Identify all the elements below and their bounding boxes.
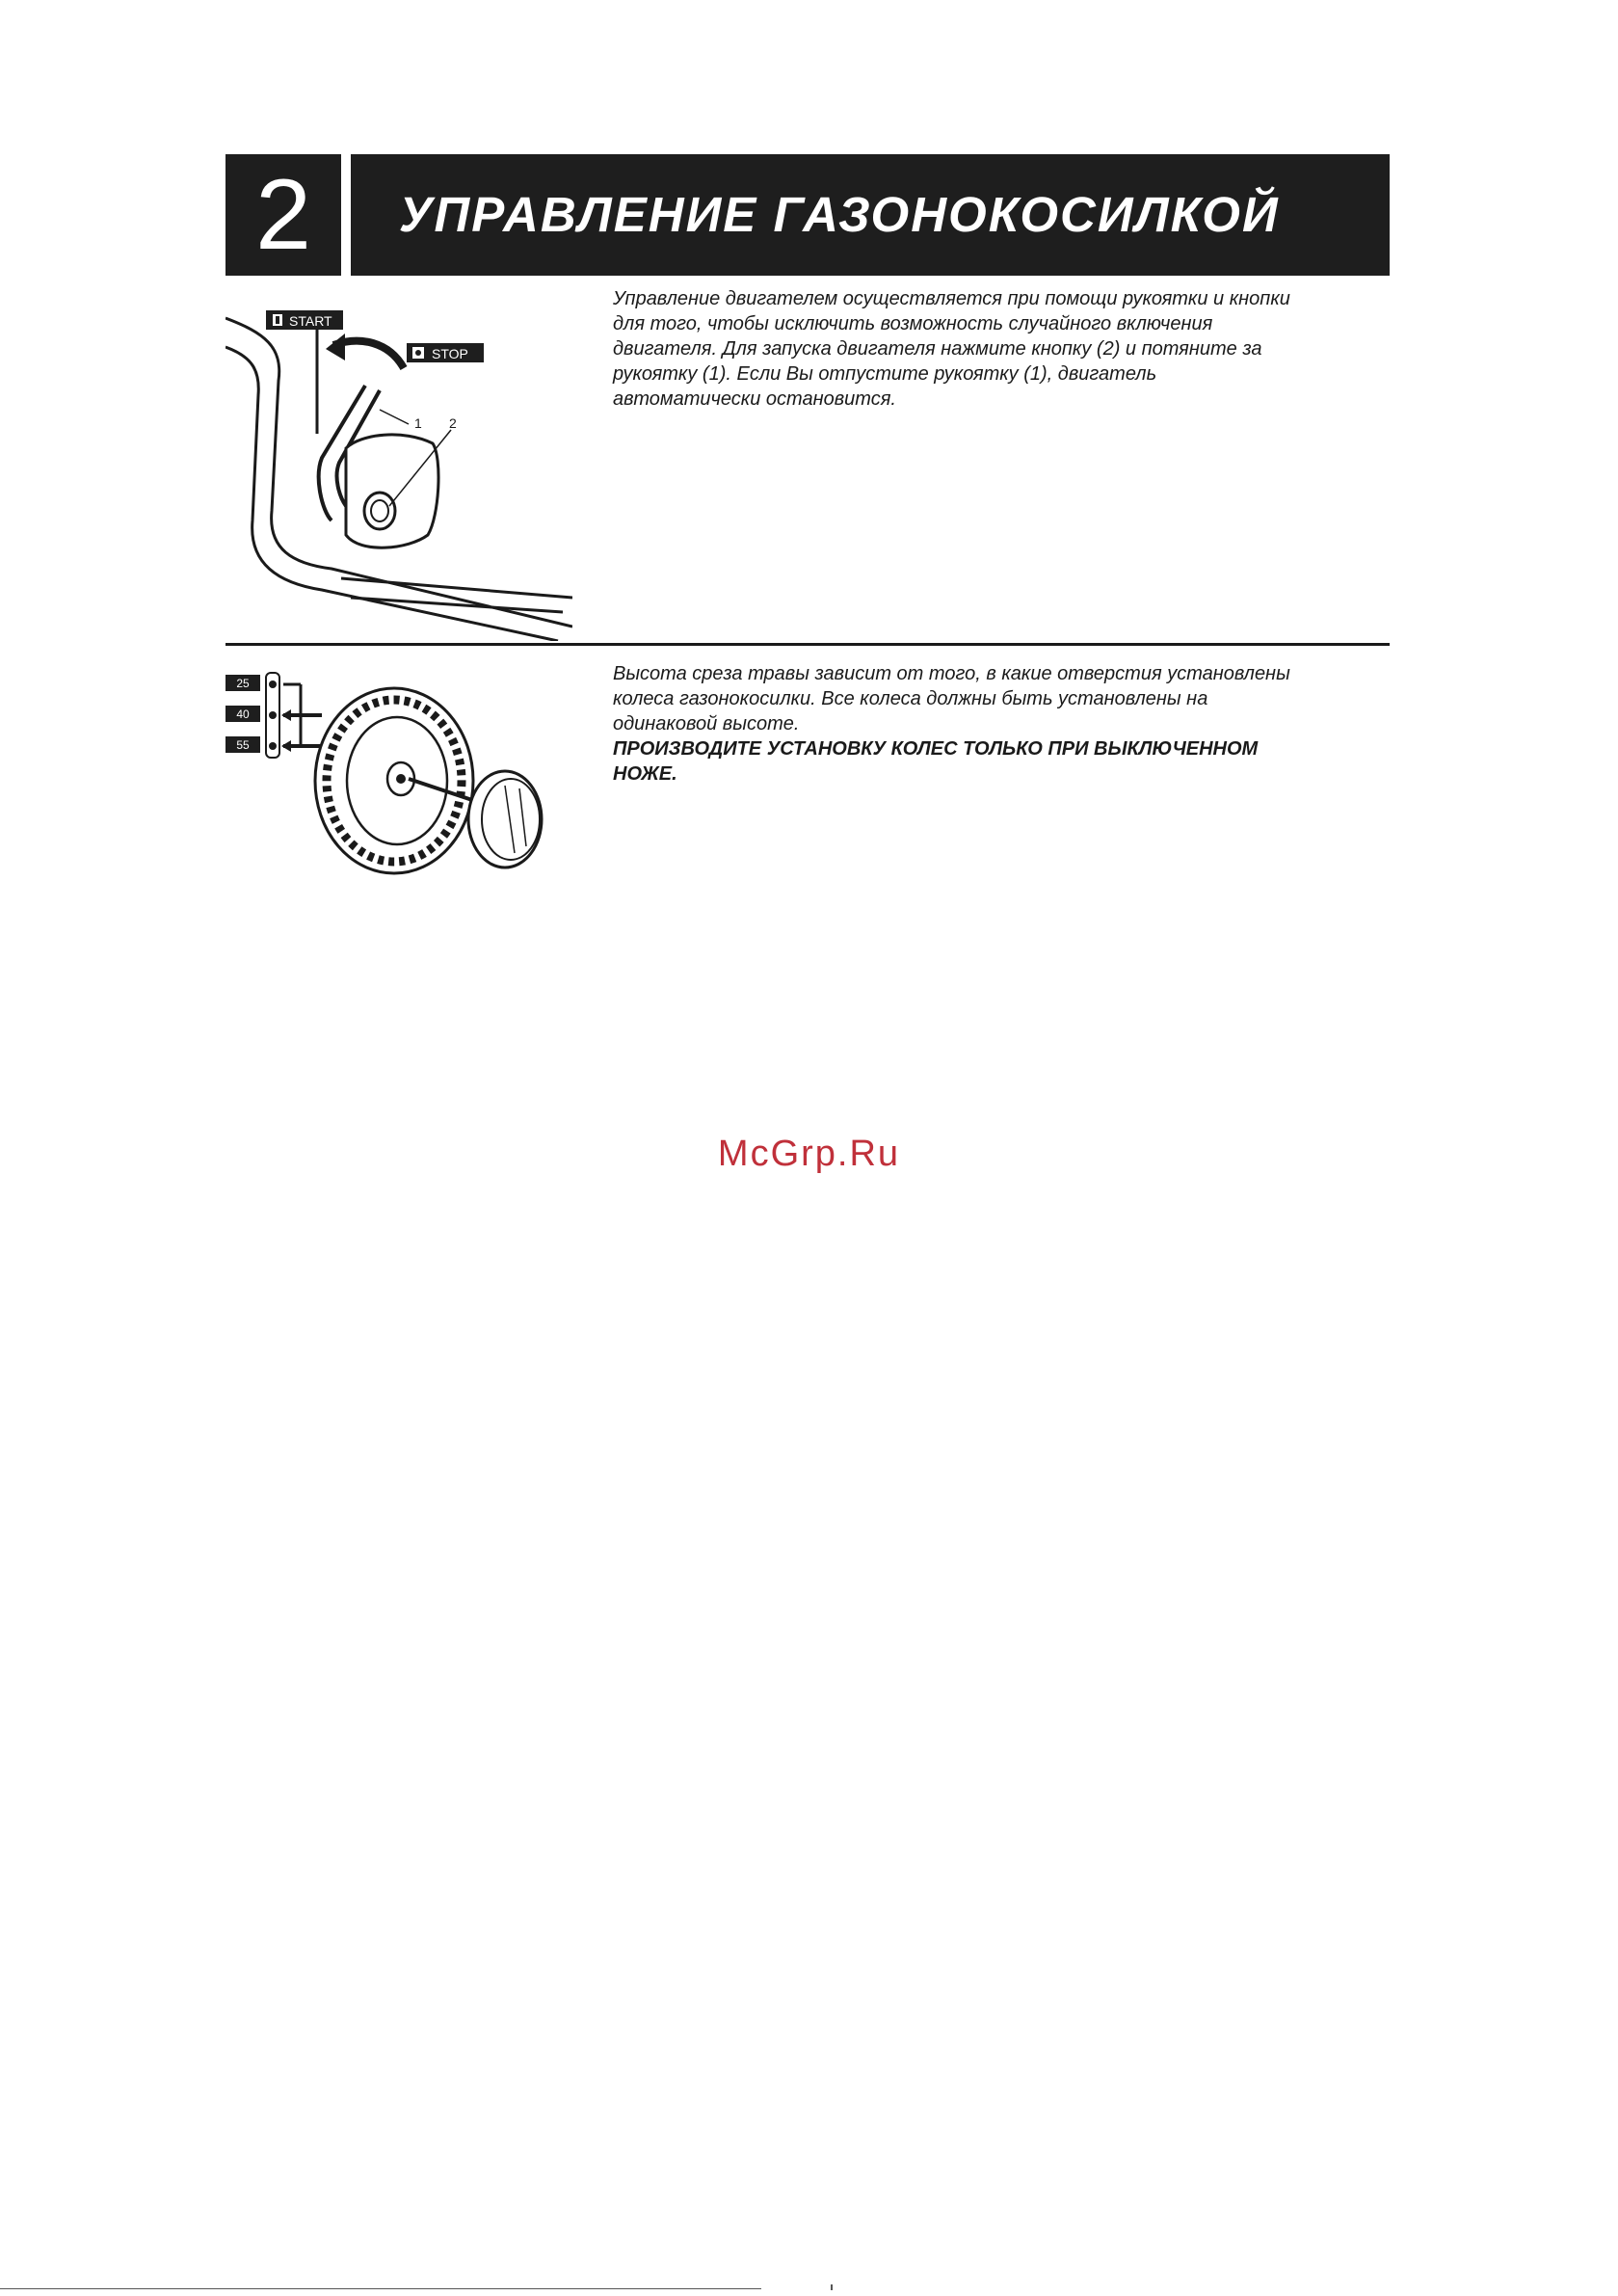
stop-label: STOP [432, 346, 468, 361]
wheel-height-text [613, 661, 1307, 787]
footer-rule [0, 2288, 761, 2289]
height-label-55: 55 [236, 738, 250, 752]
page-title: УПРАВЛЕНИЕ ГАЗОНОКОСИЛКОЙ [399, 187, 1280, 242]
height-label-25: 25 [236, 677, 250, 690]
callout-2: 2 [449, 415, 457, 431]
callout-1: 1 [414, 415, 422, 431]
watermark: McGrp.Ru [717, 1134, 901, 1174]
warning-text: ПРОИЗВОДИТЕ УСТАНОВКУ КОЛЕС ТОЛЬКО ПРИ ВЫКЛЮЧЕННОМ НОЖЕ. [613, 738, 1259, 785]
engine-control-text [613, 286, 1307, 412]
paragraph: Высота среза травы зависит от того, в какие отверстия установлены колеса газонокосилки. Все колеса должны быть установлены на одинаковой высоте. [613, 663, 1290, 734]
section-header [351, 154, 1390, 276]
height-label-40: 40 [236, 707, 250, 721]
section-divider [225, 643, 1390, 646]
paragraph: Управление двигателем осуществляется при помощи рукоятки и кнопки для того, чтобы исключить возможность случайного включения двигателя. Для запуска двигателя нажмите кнопку (2) и потяните за рукоятку (1). Если Вы отпустите рукоятку (1), двигатель автоматически остановится. [613, 288, 1290, 410]
section-number: 2 [225, 154, 341, 276]
footer-mark [831, 2284, 833, 2290]
engine-control-illustration [225, 289, 572, 641]
start-label: START [289, 313, 332, 329]
wheel-height-illustration [225, 665, 572, 882]
